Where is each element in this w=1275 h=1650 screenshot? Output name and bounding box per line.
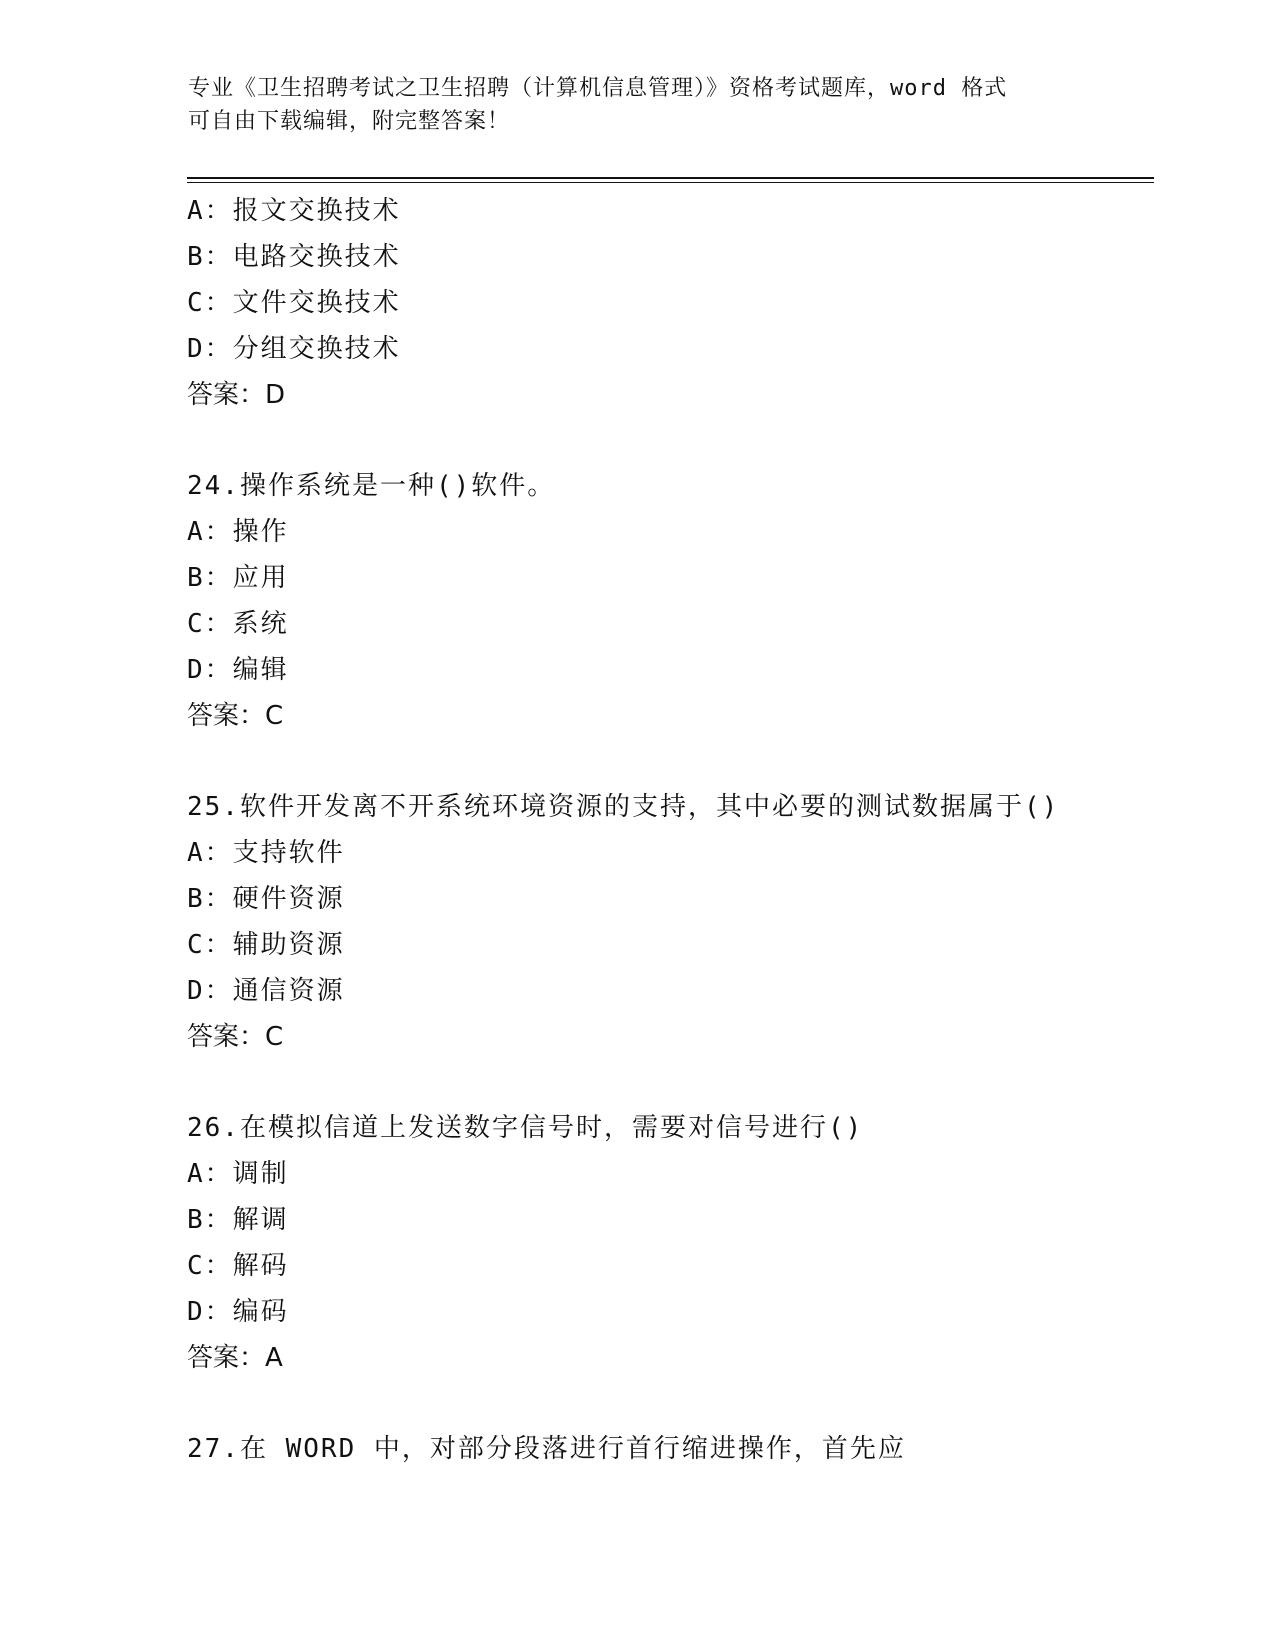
option-d: D：分组交换技术 — [187, 334, 401, 364]
option-b: B：硬件资源 — [187, 884, 345, 914]
option-b: B：解调 — [187, 1205, 289, 1235]
option-a: A：操作 — [187, 517, 289, 547]
answer-line: 答案：C — [187, 701, 284, 731]
option-c: C：系统 — [187, 609, 289, 639]
option-d: D：编辑 — [187, 655, 289, 685]
question-text: 24.操作系统是一种()软件。 — [187, 471, 556, 501]
block-spacer — [187, 1381, 1147, 1426]
block-spacer — [187, 418, 1147, 463]
option-d: D：通信资源 — [187, 976, 345, 1006]
question-text: 27.在 WORD 中，对部分段落进行首行缩进操作，首先应 — [187, 1434, 906, 1464]
header-line-1: 专业《卫生招聘考试之卫生招聘（计算机信息管理）》资格考试题库，word 格式 — [188, 76, 1008, 101]
question-block — [187, 463, 1147, 739]
answer-line: 答案：A — [187, 1343, 283, 1373]
option-c: C：文件交换技术 — [187, 288, 401, 318]
question-text: 26.在模拟信道上发送数字信号时，需要对信号进行() — [187, 1113, 864, 1143]
header-rule-thin — [187, 182, 1154, 183]
option-a: A：支持软件 — [187, 838, 345, 868]
option-b: B：电路交换技术 — [187, 242, 401, 272]
option-d: D：编码 — [187, 1297, 289, 1327]
option-c: C：辅助资源 — [187, 930, 345, 960]
answer-line: 答案：C — [187, 1022, 284, 1052]
option-a: A：调制 — [187, 1159, 289, 1189]
header-line-2: 可自由下载编辑，附完整答案！ — [188, 109, 511, 134]
question-block — [187, 784, 1147, 1060]
option-b: B：应用 — [187, 563, 289, 593]
question-text: 25.软件开发离不开系统环境资源的支持，其中必要的测试数据属于() — [187, 792, 1060, 822]
document-header — [188, 72, 1088, 138]
question-list — [187, 188, 1147, 1472]
question-block — [187, 1105, 1147, 1381]
header-rule-thick — [187, 177, 1154, 179]
answer-line: 答案：D — [187, 380, 286, 410]
question-block — [187, 188, 1147, 418]
option-c: C：解码 — [187, 1251, 289, 1281]
option-a: A：报文交换技术 — [187, 196, 401, 226]
block-spacer — [187, 739, 1147, 784]
block-spacer — [187, 1060, 1147, 1105]
question-block — [187, 1426, 1147, 1472]
